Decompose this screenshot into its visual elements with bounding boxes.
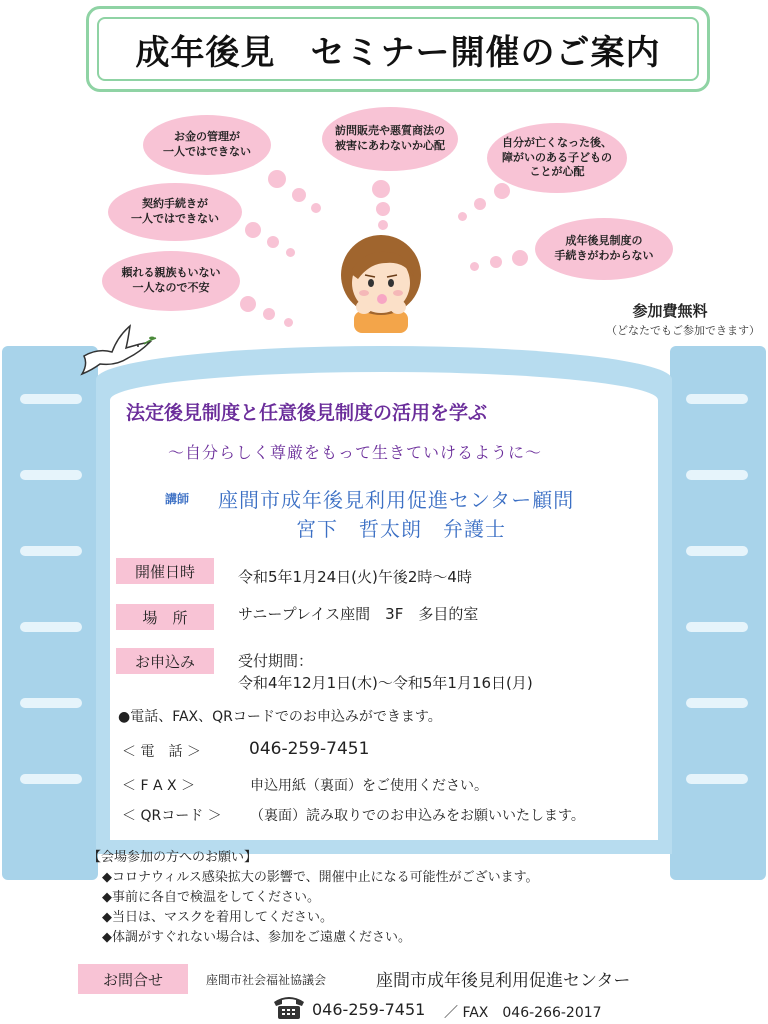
- notes-heading: 【会場参加の方へのお願い】: [88, 850, 258, 865]
- bubble-no-relatives: [102, 251, 240, 311]
- thought-dot: [267, 236, 279, 248]
- thought-dot: [240, 296, 256, 312]
- shutter-slat: [20, 470, 82, 480]
- note-item: ◆体調がすぐれない場合は、参加をご遠慮ください。: [102, 930, 411, 945]
- thought-dot: [458, 212, 467, 221]
- thought-dot: [512, 250, 528, 266]
- apply-label-tag: お申込み: [116, 648, 214, 674]
- application-methods: ●電話、FAX、QRコードでのお申込みができます。: [118, 709, 442, 725]
- shutter-slat: [20, 698, 82, 708]
- left-shutter: [2, 346, 98, 880]
- inquiry-tel-number[interactable]: 046-259-7451: [312, 1000, 426, 1019]
- shutter-slat: [20, 394, 82, 404]
- fee-block: [600, 300, 740, 321]
- qr-instruction: （裏面）読み取りでのお申込みをお願いいたします。: [250, 808, 585, 824]
- page-title: 成年後見 セミナー開催のご案内: [135, 32, 661, 73]
- shutter-slat: [686, 394, 748, 404]
- note-item: ◆コロナウィルス感染拡大の影響で、開催中止になる可能性がございます。: [102, 870, 539, 885]
- thought-dot: [470, 262, 479, 271]
- thought-dot: [494, 183, 510, 199]
- fax-instruction: 申込用紙（裏面）をご使用ください。: [250, 778, 488, 794]
- note-item: ◆事前に各自で検温をしてください。: [102, 890, 320, 905]
- shutter-slat: [20, 622, 82, 632]
- tel-number[interactable]: 046-259-7451: [249, 739, 370, 759]
- bubble-after-death-text: 自分が亡くなった後、 障がいのある子どもの ことが心配: [502, 135, 612, 179]
- inquiry-org-council: 座間市社会福祉協議会: [206, 973, 327, 987]
- qr-label: ＜ QRコード ＞: [122, 808, 222, 824]
- bubble-money: [143, 115, 271, 175]
- thought-dot: [263, 308, 275, 320]
- seminar-title: 法定後見制度と任意後見制度の活用を学ぶ: [126, 402, 488, 424]
- telephone-icon: [272, 994, 306, 1020]
- note-item: ◆当日は、マスクを着用してください。: [102, 910, 333, 925]
- shutter-slat: [20, 546, 82, 556]
- shutter-slat: [20, 774, 82, 784]
- title-banner: [86, 6, 710, 92]
- thought-dot: [378, 220, 388, 230]
- date-value: 令和5年1月24日(火)午後2時～4時: [238, 568, 472, 586]
- thought-dot: [245, 222, 261, 238]
- shutter-slat: [686, 546, 748, 556]
- inquiry-fax-number: ／ FAX 046-266-2017: [444, 1005, 602, 1021]
- shutter-slat: [686, 774, 748, 784]
- apply-period-label: 受付期間：: [238, 652, 314, 670]
- thought-dot: [474, 198, 486, 210]
- bubble-procedure-text: 成年後見制度の 手続きがわからない: [554, 234, 654, 262]
- seminar-subtitle: ～自分らしく尊厳をもって生きていけるように～: [168, 443, 543, 462]
- lecturer-organization: 座間市成年後見利用促進センター顧問: [218, 488, 575, 512]
- thought-dot: [490, 256, 502, 268]
- bubble-contract: [108, 183, 242, 241]
- bubble-no-relatives-text: 頼れる親族もいない 一人なので不安: [121, 266, 221, 294]
- shutter-slat: [686, 470, 748, 480]
- thought-dot: [376, 202, 390, 216]
- place-value: サニープレイス座間 3F 多目的室: [238, 605, 479, 623]
- shutter-slat: [686, 622, 748, 632]
- fax-label: ＜ F A X ＞: [122, 778, 196, 794]
- bubble-procedure: [535, 218, 673, 280]
- tel-label: ＜ 電 話 ＞: [122, 744, 201, 760]
- thought-dot: [311, 203, 321, 213]
- thought-dot: [372, 180, 390, 198]
- bubble-fraud: [322, 107, 458, 171]
- worried-woman-illustration: [334, 233, 428, 333]
- fee-main-text: 参加費無料: [632, 302, 708, 320]
- shutter-slat: [686, 698, 748, 708]
- lecturer-name: 宮下 哲太朗 弁護士: [296, 517, 506, 541]
- bubble-after-death: [487, 123, 627, 193]
- thought-dot: [268, 170, 286, 188]
- apply-period-value: 令和4年12月1日(木)～令和5年1月16日(月): [238, 674, 533, 692]
- thought-dot: [284, 318, 293, 327]
- dove-illustration: [78, 318, 158, 378]
- bubble-fraud-text: 訪問販売や悪質商法の 被害にあわないか心配: [335, 124, 445, 152]
- bubble-money-text: お金の管理が 一人ではできない: [163, 130, 251, 158]
- date-label-tag: 開催日時: [116, 558, 214, 584]
- thought-dot: [292, 188, 306, 202]
- place-label-tag: 場 所: [116, 604, 214, 630]
- bubble-contract-text: 契約手続きが 一人ではできない: [131, 197, 219, 225]
- inquiry-label-tag: お問合せ: [78, 964, 188, 994]
- thought-dot: [286, 248, 295, 257]
- attendance-notes: [88, 848, 539, 948]
- right-shutter: [670, 346, 766, 880]
- fee-sub-text: （どなたでもご参加できます）: [606, 324, 760, 337]
- title-inner-frame: [97, 17, 699, 81]
- lecturer-label: 講師: [165, 492, 190, 506]
- inquiry-org-center: 座間市成年後見利用促進センター: [376, 971, 631, 991]
